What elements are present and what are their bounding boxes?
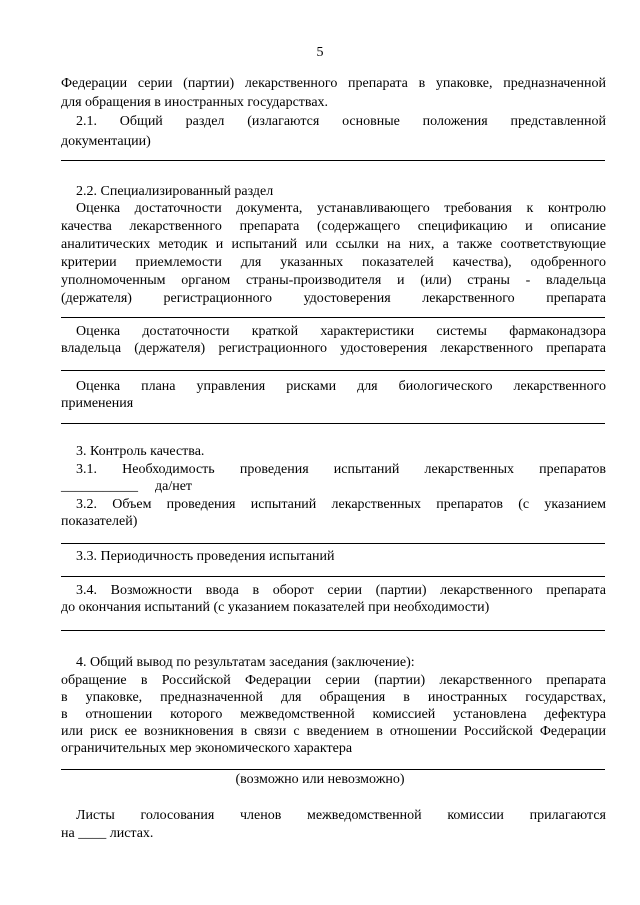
- section-3-1-yes-no: да/нет: [155, 479, 193, 494]
- section-4-line-2: в упаковке, предназначенной для обращения в иностранных государствах,: [61, 690, 606, 705]
- section-4-line-5: ограничительных мер экономического характера: [61, 741, 353, 756]
- intro-line-2: для обращения в иностранных государствах.: [61, 95, 329, 110]
- pharmacovigilance-line-1: Оценка достаточности краткой характеристики системы фармаконадзора: [76, 324, 606, 339]
- section-3-1-line-1: 3.1. Необходимость проведения испытаний лекарственных препаратов: [76, 462, 606, 477]
- section-4-line-3: в отношении которого межведомственной комиссией установлена дефектура: [61, 707, 606, 722]
- section-3-4-line-1: 3.4. Возможности ввода в оборот серии (партии) лекарственного препарата: [76, 583, 606, 598]
- voting-suffix: листах.: [109, 826, 154, 841]
- section-4-line-4: или риск ее возникновения в связи с введением в отношении Российской Федерации: [61, 724, 606, 739]
- risk-plan-line-1: Оценка плана управления рисками для биологического лекарственного: [76, 379, 606, 394]
- section-2-1-line-2: документации): [61, 134, 151, 149]
- voting-sheets-blank[interactable]: ____: [78, 826, 107, 841]
- section-3-heading: 3. Контроль качества.: [76, 444, 205, 459]
- section-2-1-line-1: 2.1. Общий раздел (излагаются основные положения представленной: [76, 114, 606, 129]
- section-2-2-line-6: (держателя) регистрационного удостоверения лекарственного препарата: [61, 291, 606, 306]
- fill-in-line-3-4[interactable]: [61, 630, 605, 631]
- section-2-2-line-1: Оценка достаточности документа, устанавливающего требования к контролю: [76, 201, 606, 216]
- section-4-line-1: обращение в Российской Федерации серии (партии) лекарственного препарата: [61, 673, 606, 688]
- pharmacovigilance-line-2: владельца (держателя) регистрационного удостоверения лекарственного препарата: [61, 341, 606, 356]
- fill-in-line-3-3[interactable]: [61, 576, 605, 577]
- section-3-3-line-1: 3.3. Периодичность проведения испытаний: [76, 549, 335, 564]
- fill-in-line-2-2[interactable]: [61, 317, 605, 318]
- section-2-2-line-4: критерии приемлемости для указанных показателей качества), одобренного: [61, 255, 606, 270]
- section-4-heading: 4. Общий вывод по результатам заседания (заключение):: [76, 655, 415, 670]
- intro-line-1: Федерации серии (партии) лекарственного препарата в упаковке, предназначенной: [61, 76, 606, 91]
- section-2-2-line-3: аналитических методик и испытаний или ссылки на них, а также соответствующие: [61, 237, 606, 252]
- page-number: 5: [316, 45, 324, 60]
- fill-in-line-pharmacovigilance[interactable]: [61, 370, 605, 371]
- section-3-2-line-1: 3.2. Объем проведения испытаний лекарственных препаратов (с указанием: [76, 497, 606, 512]
- fill-in-line-conclusion[interactable]: [61, 769, 605, 770]
- section-2-2-line-5: уполномоченным органом страны-производителя и (или) страны - владельца: [61, 273, 606, 288]
- section-3-4-line-2: до окончания испытаний (с указанием показателей при необходимости): [61, 600, 490, 615]
- fill-in-line-2-1[interactable]: [61, 160, 605, 161]
- section-3-1-blank[interactable]: ___________: [61, 479, 138, 494]
- risk-plan-line-2: применения: [61, 396, 134, 411]
- section-2-2-line-2: качества лекарственного препарата (содержащего спецификацию и описание: [61, 219, 606, 234]
- voting-line-2: [61, 825, 153, 842]
- fill-in-line-risk-plan[interactable]: [61, 423, 605, 424]
- section-3-2-line-2: показателей): [61, 514, 138, 529]
- conclusion-caption: (возможно или невозможно): [235, 772, 405, 787]
- voting-prefix: на: [61, 826, 75, 841]
- fill-in-line-3-2[interactable]: [61, 543, 605, 544]
- section-2-2-heading: 2.2. Специализированный раздел: [76, 184, 274, 199]
- voting-line-1: Листы голосования членов межведомственной комиссии прилагаются: [76, 808, 606, 823]
